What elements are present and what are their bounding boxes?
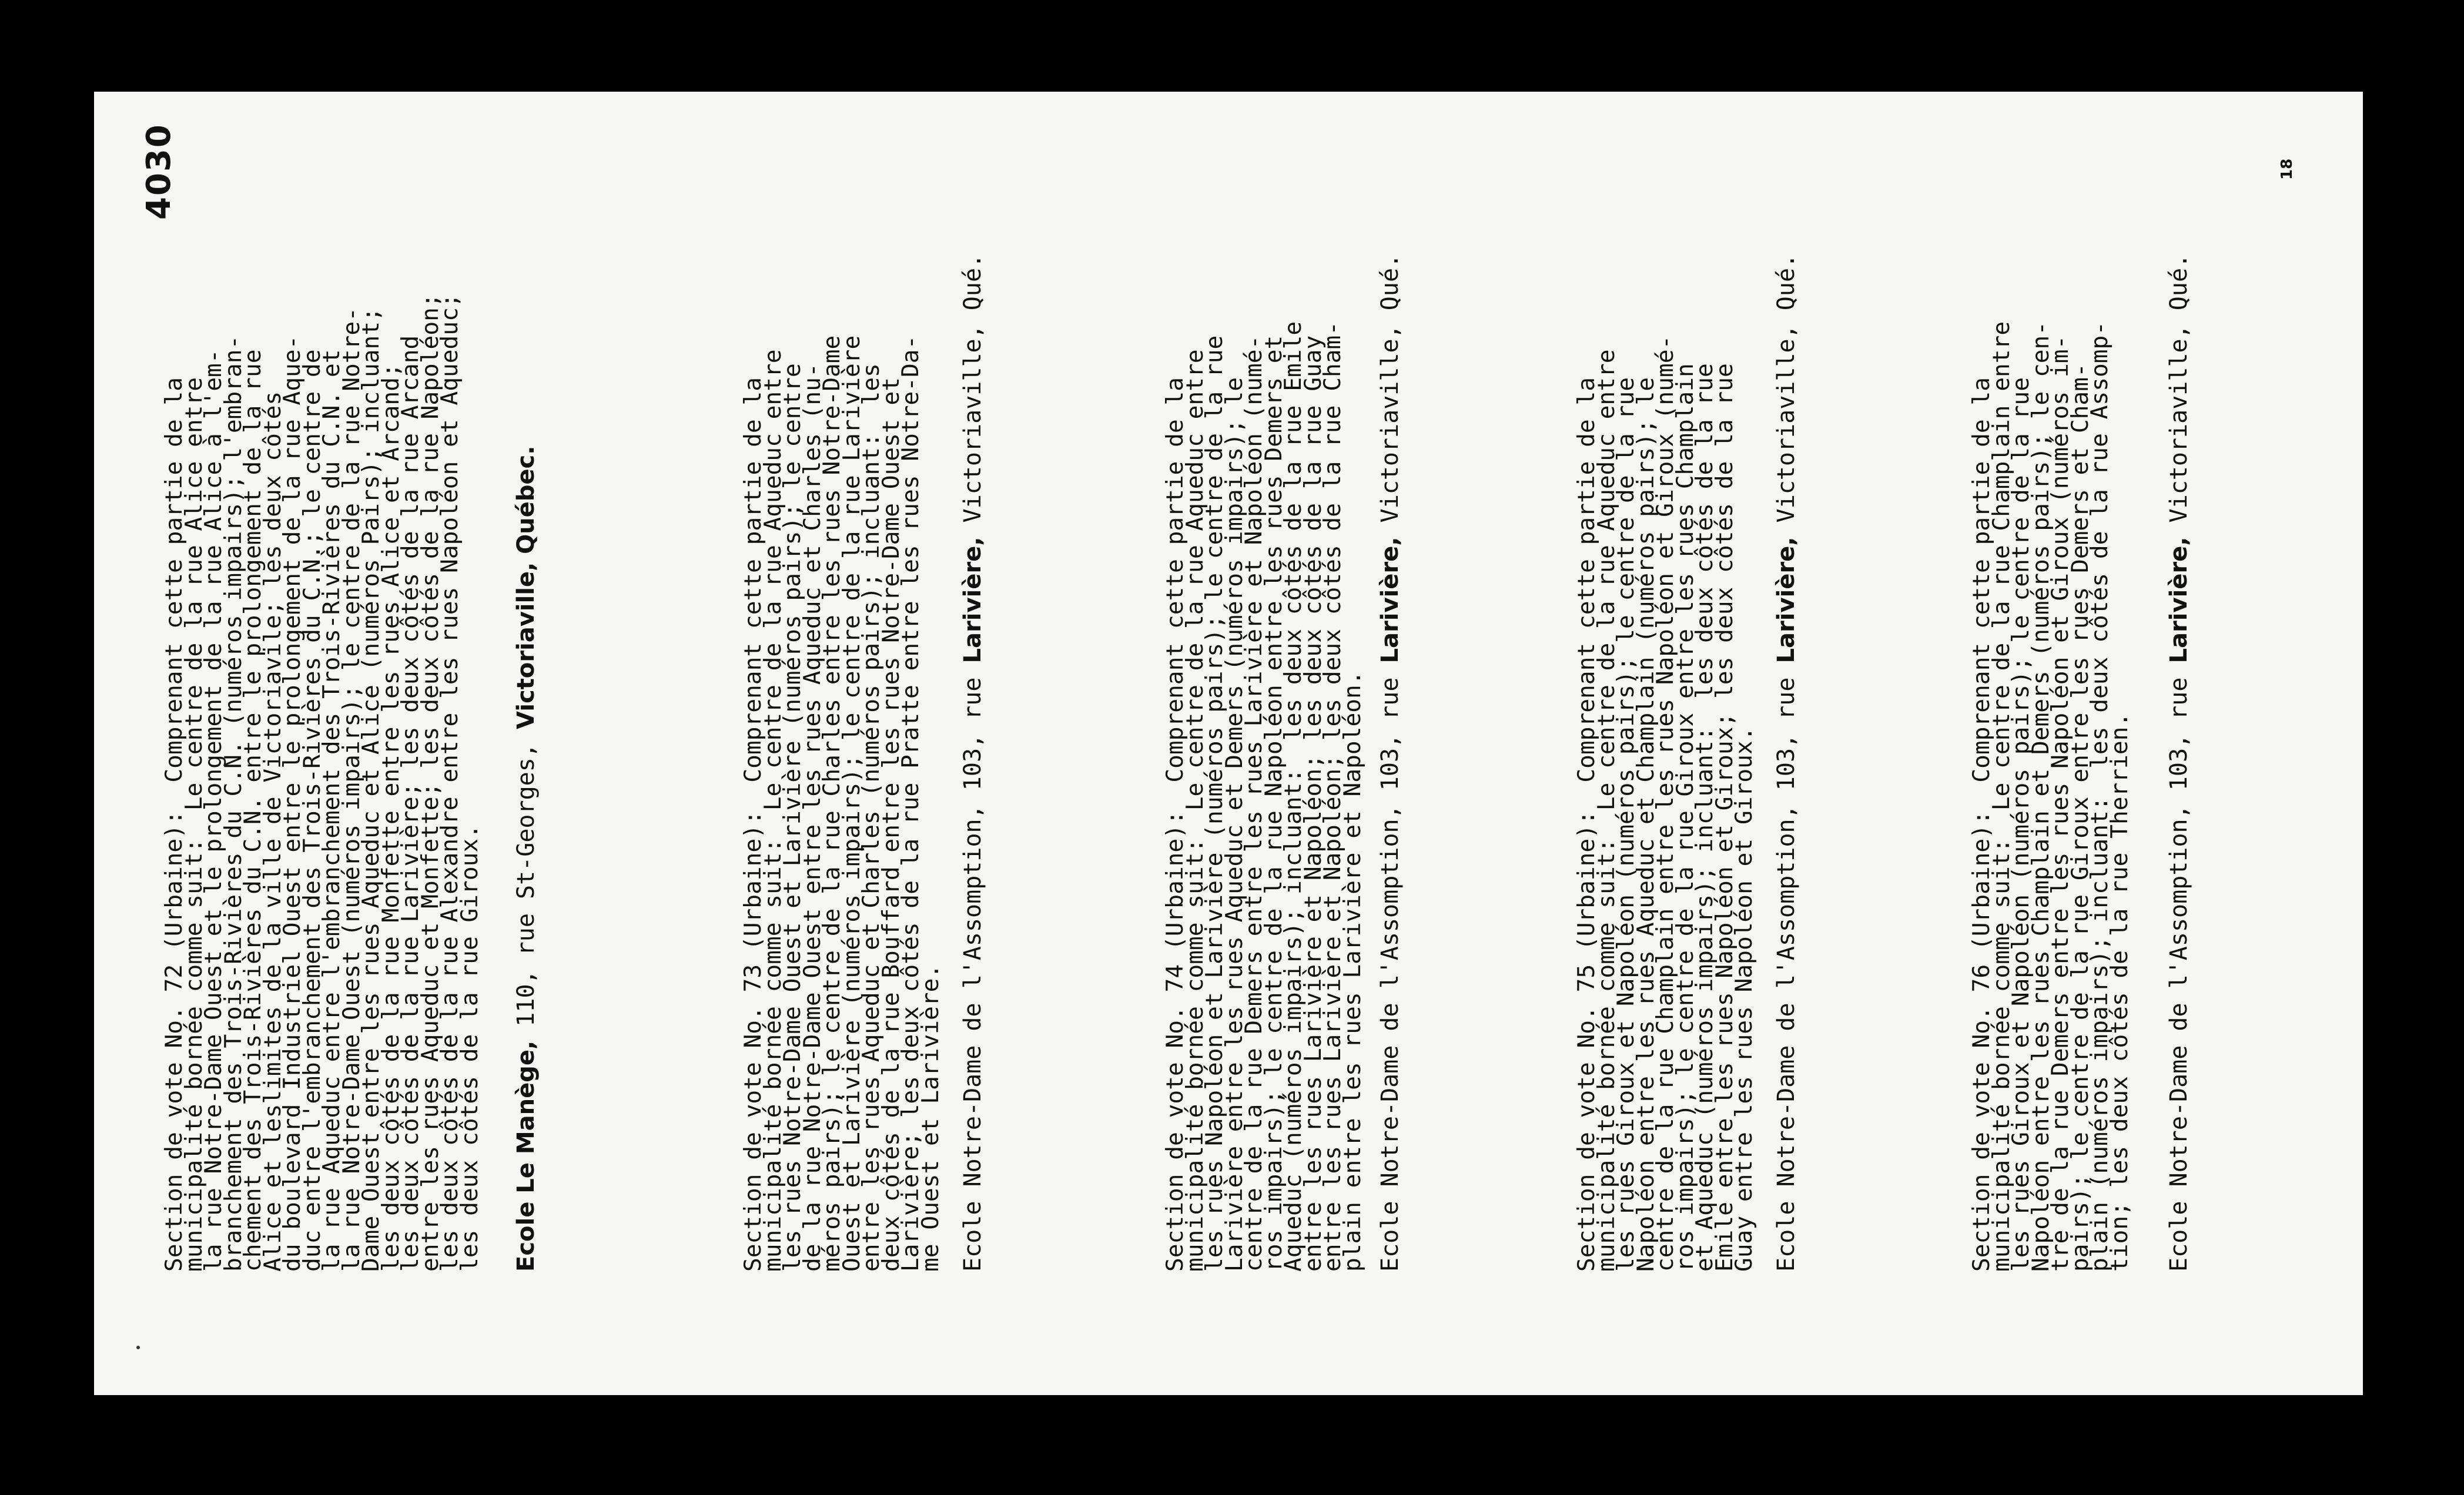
school-street: Larivière, <box>959 537 986 663</box>
school-name: Ecole Le Manège, <box>513 1040 540 1272</box>
section-76-polling-place <box>2165 254 2192 1272</box>
section-73-text: Section de vote No. 73 (Urbaine): Comprenant cette partie de la municipalité bornée comme suit: Le centre de la rue Aqueduc entre les rues Notre-Dame Ouest et Larivière (numéros pairs); le centre de la rue Notre-Dame Ouest entre les rues Aqueduc et Charles (nu- méros pairs); le centre de la rue Charles entre les rues Notre-Dame Ouest et Larivière (numéros impairs); le centre de la rue Larivière entre les rues Aqueduc et Charles (numéros pairs); incluant: les deux côtés de la rue Bouffard entre les rues Notre-Dame Ouest et Larivière; les deux côtés de la rue Pratte entre les rues Notre-Da- me Ouest et Larivière. <box>739 335 944 1272</box>
section-75-text: Section de vote No. 75 (Urbaine): Comprenant cette partie de la municipalité bornée comme suit: Le centre de la rue Aqueduc entre les rues Giroux et Napoléon (numéros pairs); le centre de la rue Napoléon entre les rues Aqueduc et Champlain (numéros pairs); le centre de la rue Champlain entre les rues Napoléon et Giroux (numé- ros impairs); le centre de la rue Giroux entre les rues Champlain et Aqueduc (numéros impairs); incluant: les deux côtés de la rue Emile entre les rues Napoléon et Giroux; les deux côtés de la rue Guay entre les rues Napoléon et Giroux. <box>1573 335 1757 1272</box>
school-address: 103, rue <box>1773 677 1800 791</box>
school-street: Larivière, <box>2165 537 2192 663</box>
school-city: Victoriaville, Qué. <box>1773 253 1800 523</box>
section-75-polling-place <box>1773 254 1800 1272</box>
scanned-page <box>94 92 2363 1395</box>
page-label: 4030 <box>140 123 178 220</box>
section-73-polling-place <box>959 254 986 1272</box>
school-city: Victoriaville, Qué. <box>2165 253 2192 523</box>
school-city: Victoriaville, Qué. <box>959 253 986 523</box>
school-address: 103, rue <box>2165 677 2192 791</box>
school-name: Ecole Notre-Dame de l'Assomption, <box>2165 805 2192 1272</box>
section-76-text: Section de vote No. 76 (Urbaine): Comprenant cette partie de la municipalité bornée comme suit: Le centre de la rue Champlain entre les rues Giroux et Napoléon (numéros pairs); le centre de la rue Napoléon entre les rues Champlain et Demers (numéros pairs); le cen- tre de la rue Demers entre les rues Napoléon et Giroux (numéros im- pairs); le centre de la rue Giroux entre les rues Demers et Cham- plain (numéros impairs); incluant: les deux côtés de la rue Assomp- tion; les deux côtés de la rue Therrien. <box>1968 321 2133 1272</box>
school-street: Larivière, <box>1773 537 1800 663</box>
school-address: 103, rue <box>959 677 986 791</box>
school-city: Victoriaville, Qué. <box>1377 253 1404 523</box>
section-74-polling-place <box>1377 254 1404 1272</box>
section-74-text: Section de vote No. 74 (Urbaine): Comprenant cette partie de la municipalité bornée comme suit: Le centre de la rue Aqueduc entre les rues Napoléon et Larivière (numéros pairs); le centre de la rue Larivière entre les rues Aqueduc et Demers (numéros impairs); le centre de la rue Demers entre les rues Larivière et Napoléon (numé- ros impairs); le centre de la rue Napoléon entre les rues Demers et Aqueduc (numéros impairs); incluant: les deux côtés de la rue Emile entre les rues Larivière et Napoléon; les deux côtés de la rue Guay entre les rues Larivière et Napoléon; les deux côtés de la rue Cham- plain entre les rues Larivière et Napoléon. <box>1161 321 1366 1272</box>
school-name: Ecole Notre-Dame de l'Assomption, <box>1773 805 1800 1272</box>
school-address: 103, rue <box>1377 677 1404 791</box>
page-number: 18 <box>2278 158 2296 180</box>
school-street: Larivière, <box>1377 537 1404 663</box>
school-address: 110, rue St-Georges, <box>513 743 540 1027</box>
section-72-polling-place <box>513 446 540 1272</box>
section-72-text: Section de vote No. 72 (Urbaine): Comprenant cette partie de la municipalité bornée comme suit: Le centre de la rue Alice entre la rue Notre-Dame Ouest et le prolongement de la rue Alice à l'em- branchement des Trois-Rivières du C.N. (numéros impairs); l'embran- chement des Trois-Rivières du C.N. entre le prolongement de la rue Alice et leslimites de la ville de Victoriavile; les deux côtés du boulevard Industriel Ouest entre le prolongement de la rue Aque- duc entre l'embranchement des Trois-Rivières du C.N.; le centre de la rue Aqueduc entre l'embranchement des Trois-Rivières du C.N. et la rue Notre-Dame Ouest (numéros impairs); le centre de la rue Notre- Dame Ouest entre les rues Aqueduc et Alice (numéros Pairs); incluant; les deux côtés de la rue Monfette entre les rues Alice et Arcand; les deux côtés de la rue Larivière; les deux côtés de la rue Arcand entre les rues Aqueduc et Monfette; les deux côtés de la rue Napoléon; les deux côtés de la rue Alexandre entre les rues Napoléon et Aqueduc; les deux côtés de la rue Giroux. <box>160 293 483 1272</box>
school-city: Victoriaville, Québec. <box>513 445 540 729</box>
scan-speck <box>136 1346 140 1349</box>
rotated-content <box>94 92 2363 1395</box>
school-name: Ecole Notre-Dame de l'Assomption, <box>959 805 986 1272</box>
school-name: Ecole Notre-Dame de l'Assomption, <box>1377 805 1404 1272</box>
